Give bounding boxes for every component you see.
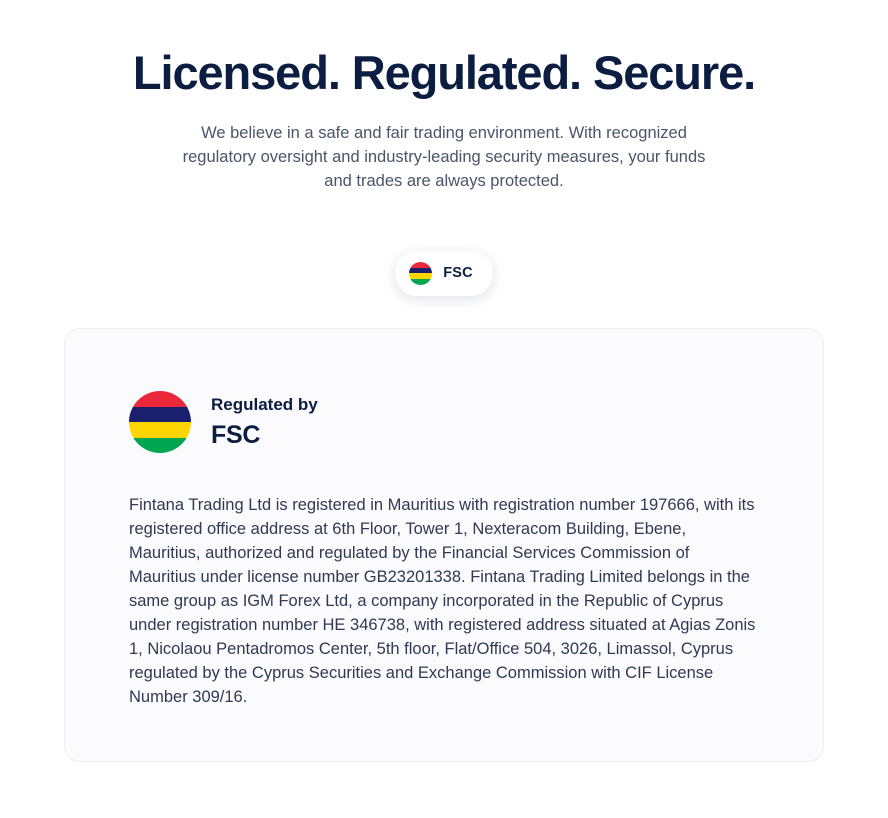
regulated-by-label: Regulated by	[211, 395, 318, 415]
legal-disclaimer-text: Fintana Trading Ltd is registered in Mauritius with registration number 197666, with its registered office address at 6th Floor, Tower 1, Nexteracom Building, Ebene, Mauritius, authorized and regulated by the Financial Services Commission of Mauritius under license number GB23201338. Fintana Trading Limited belongs in the same group as IGM Forex Ltd, a company incorporated in the Republic of Cyprus under registration number HE 346738, with registered address situated at Agias Zonis 1, Nicolaou Pentadromos Center, 5th floor, Flat/Office 504, 3026, Limassol, Cyprus regulated by the Cyprus Securities and Exchange Commission with CIF License Number 309/16.	[129, 496, 756, 706]
page-title: Licensed. Regulated. Secure.	[132, 46, 756, 99]
mauritius-flag-icon	[409, 262, 432, 285]
regulation-card	[64, 328, 824, 762]
regulator-info	[211, 394, 318, 449]
regulator-badge-row	[0, 251, 888, 296]
page-subtitle: We believe in a safe and fair trading environment. With recognized regulatory oversight and industry-leading security measures, your funds and trades are always protected.	[182, 123, 706, 190]
fsc-badge-label: FSC	[443, 265, 473, 282]
regulation-card-header	[65, 329, 823, 453]
fsc-badge[interactable]	[395, 251, 493, 296]
mauritius-flag-icon	[129, 391, 191, 453]
regulator-name: FSC	[211, 420, 261, 449]
